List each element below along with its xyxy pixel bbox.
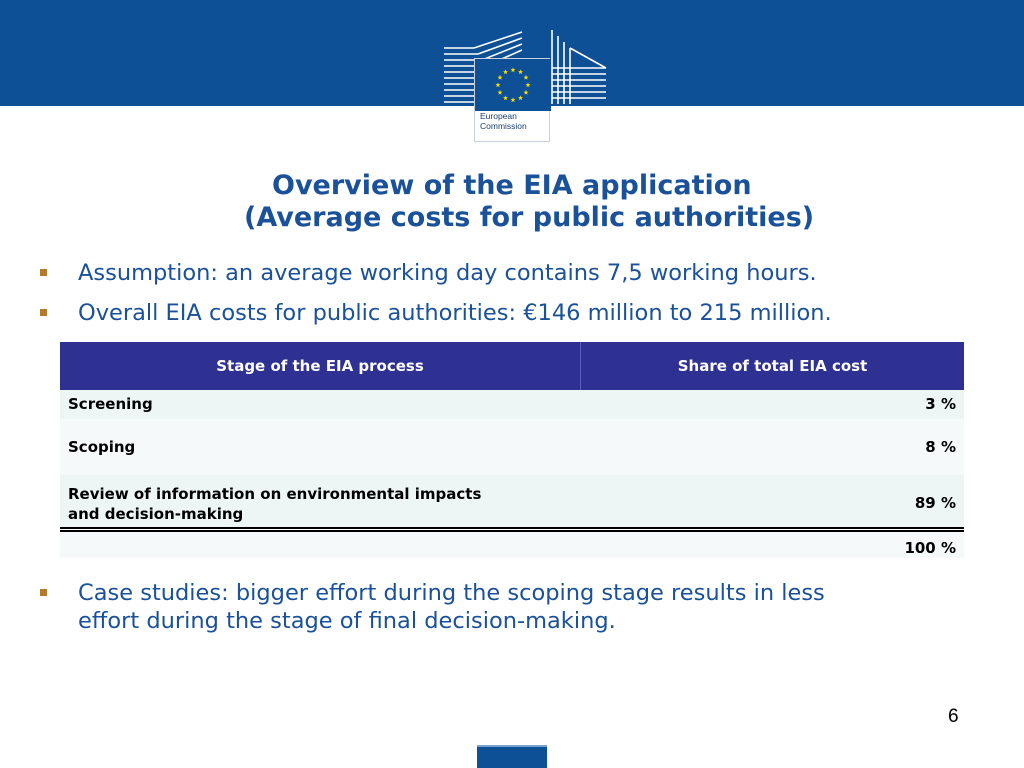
title-line-1: Overview of the EIA application	[272, 170, 752, 201]
table-row	[60, 419, 964, 475]
table-row	[60, 390, 964, 419]
bullet-text: Assumption: an average working day contains 7,5 working hours.	[78, 260, 817, 286]
row-share: 3 %	[925, 395, 956, 413]
ec-logo-text	[480, 111, 548, 131]
row-share: 89 %	[914, 494, 956, 512]
logo-line-1: European	[480, 111, 517, 121]
table-row	[60, 475, 964, 527]
row-stage-line-1: Review of information on environmental impacts	[68, 485, 482, 503]
row-stage-line-2: and decision-making	[68, 505, 244, 523]
total-value: 100 %	[904, 539, 956, 557]
bullet-text	[78, 579, 825, 635]
bullet-text-line-2: effort during the stage of final decision-making.	[78, 608, 616, 634]
header-share: Share of total EIA cost	[677, 357, 868, 375]
table-header	[60, 342, 964, 390]
page-number: 6	[948, 706, 959, 727]
bullet-text: Overall EIA costs for public authorities: €146 million to 215 million.	[78, 300, 832, 326]
bullet-square-icon	[40, 269, 47, 276]
bullet-text-line-1: Case studies: bigger effort during the scoping stage results in less	[78, 580, 825, 606]
header-stage: Stage of the EIA process	[60, 342, 581, 390]
bullet-square-icon	[40, 589, 47, 596]
row-stage	[68, 484, 481, 524]
row-stage: Scoping	[68, 438, 136, 456]
logo-line-2: Commission	[480, 121, 527, 131]
table-total-row	[60, 532, 964, 558]
bottom-flag-tab	[477, 745, 547, 768]
row-share: 8 %	[925, 438, 956, 456]
bullet-square-icon	[40, 309, 47, 316]
row-stage: Screening	[68, 395, 153, 413]
eu-flag-icon	[475, 59, 551, 111]
title-line-2: (Average costs for public authorities)	[244, 202, 815, 233]
